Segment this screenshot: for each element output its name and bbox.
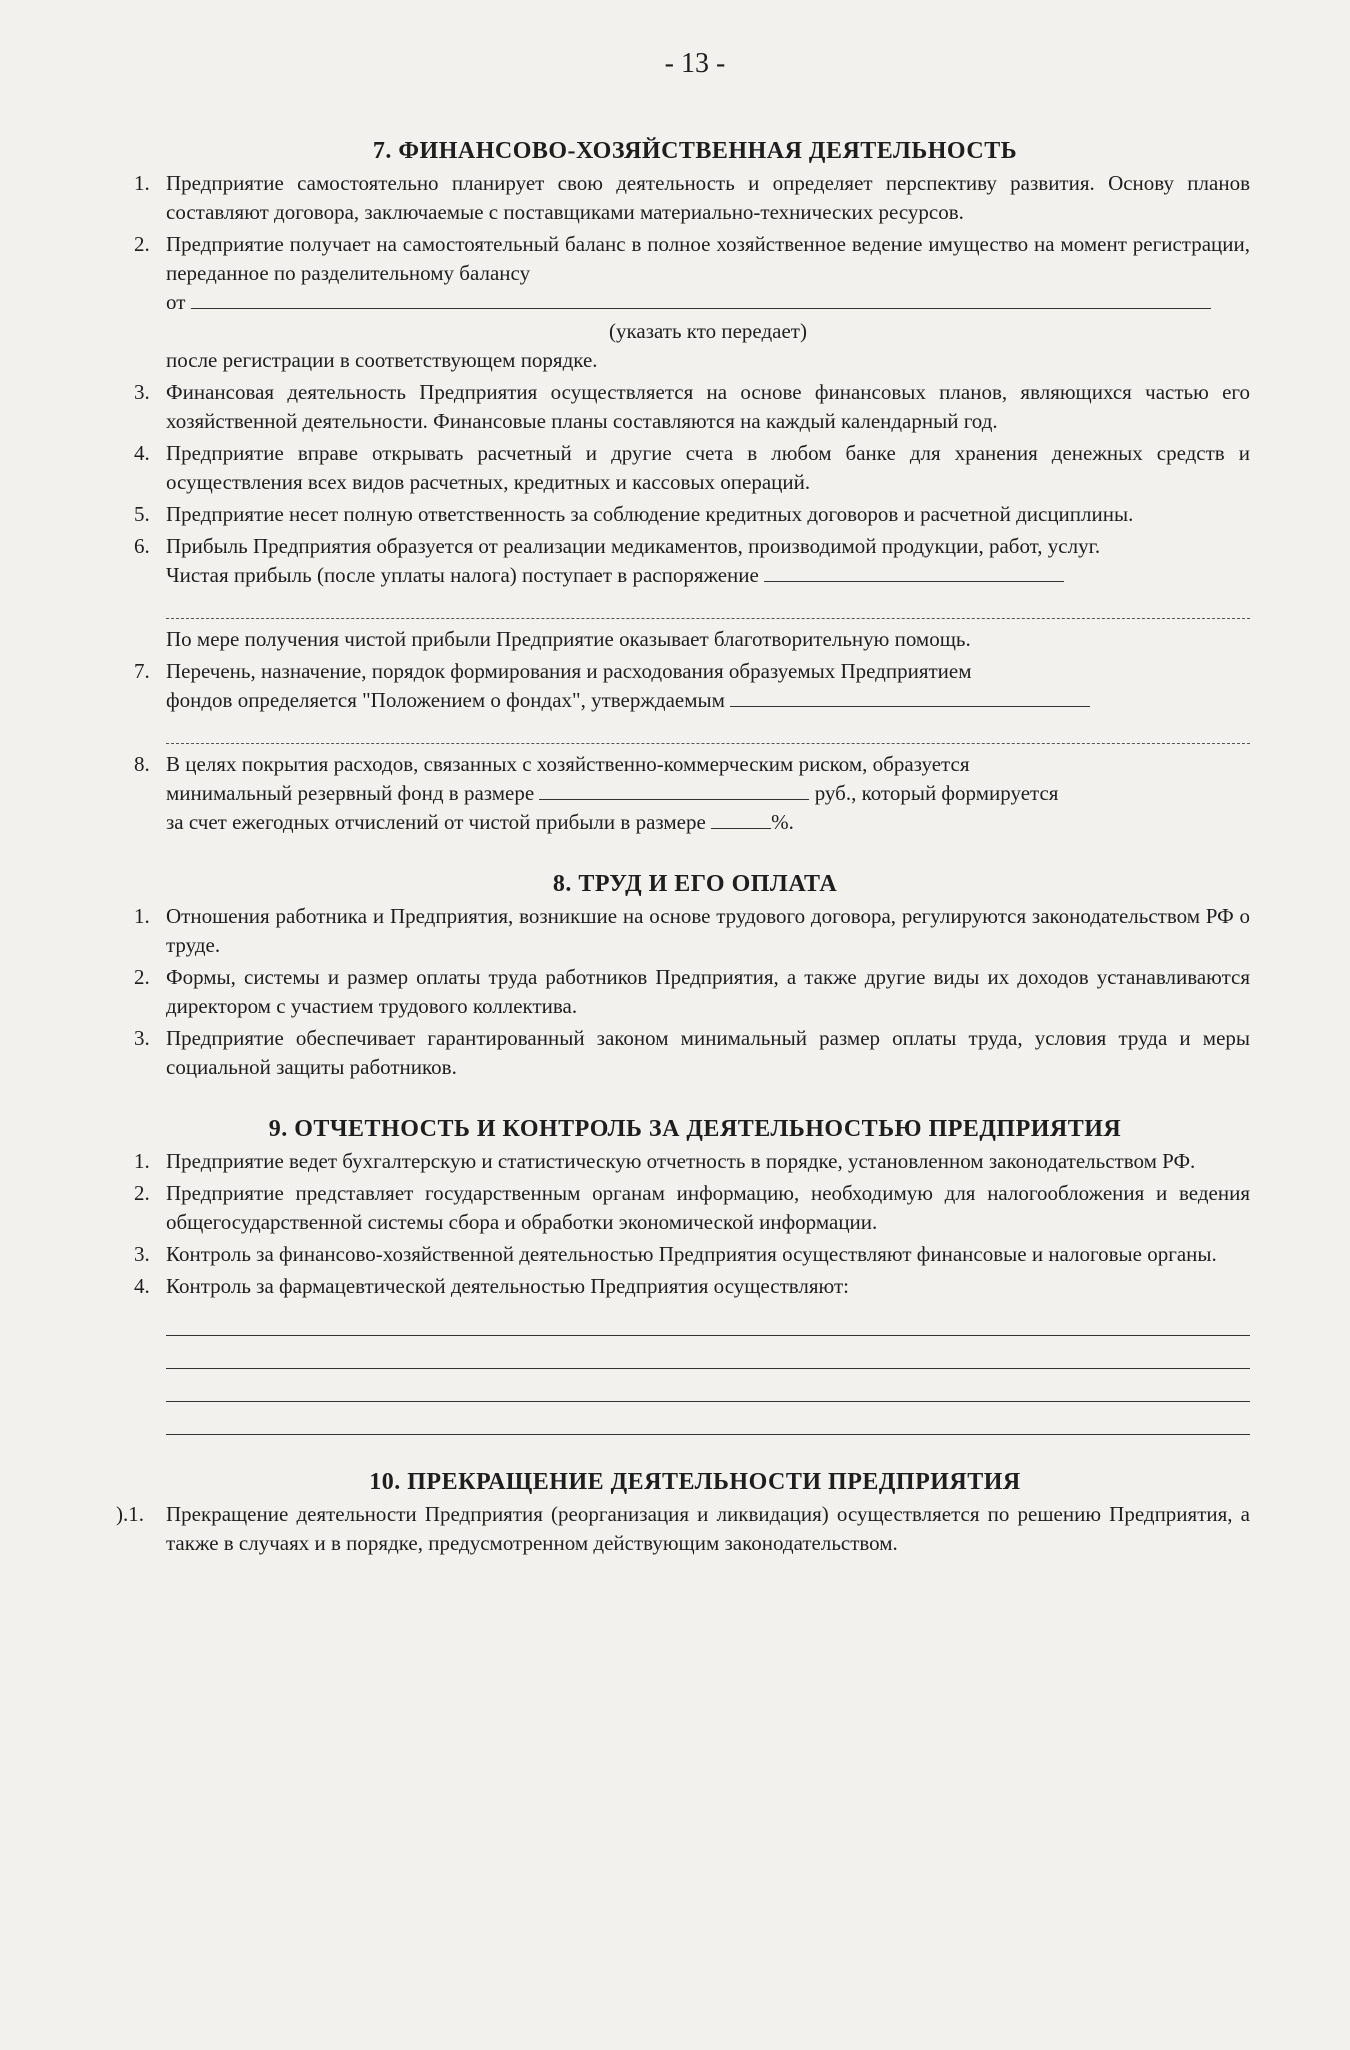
item-text: Предприятие обеспечивает гарантированный законом минимальный размер оплаты труда, условия труда и меры социальной защиты работников.	[166, 1026, 1250, 1079]
list-item	[134, 1240, 1250, 1269]
item-text: Предприятие несет полную ответственность за соблюдение кредитных договоров и расчетной дисциплины.	[166, 502, 1134, 526]
blank-field[interactable]	[539, 779, 809, 800]
item-text: Прибыль Предприятия образуется от реализации медикаментов, производимой продукции, работ, услуг.	[166, 534, 1101, 558]
section-title: 7. ФИНАНСОВО-ХОЗЯЙСТВЕННАЯ ДЕЯТЕЛЬНОСТЬ	[372, 138, 1018, 164]
list-item	[134, 1272, 1250, 1435]
section-reporting	[134, 1116, 1250, 1435]
item-number: 8.	[134, 752, 150, 776]
item-number: 3.	[134, 380, 150, 404]
list-item	[116, 1500, 1250, 1558]
section-financial-activity	[134, 138, 1250, 837]
list-item	[134, 750, 1250, 837]
item-number: 4.	[134, 1274, 150, 1298]
list-item	[134, 230, 1250, 375]
blank-field[interactable]	[730, 686, 1090, 707]
section-title: 9. ОТЧЕТНОСТЬ И КОНТРОЛЬ ЗА ДЕЯТЕЛЬНОСТЬЮ ПРЕДПРИЯТИЯ	[268, 1116, 1122, 1142]
list-item	[134, 963, 1250, 1021]
item-number: ).1.	[116, 1502, 144, 1526]
blank-field[interactable]	[166, 1311, 1250, 1336]
item-number: 3.	[134, 1242, 150, 1266]
item-text: Прекращение деятельности Предприятия (реорганизация и ликвидация) осуществляется по решению Предприятия, а также в случаях и в порядке, предусмотренном действующим законодательством.	[166, 1502, 1250, 1555]
list-item	[134, 657, 1250, 744]
section-termination	[116, 1469, 1250, 1558]
blank-field[interactable]	[166, 594, 1250, 619]
deductions-line	[166, 808, 1250, 837]
field-note: (указать кто передает)	[609, 319, 807, 343]
item-number: 1.	[134, 171, 150, 195]
list-item	[134, 1024, 1250, 1082]
list-item	[134, 902, 1250, 960]
item-text: после регистрации в соответствующем порядке.	[166, 348, 598, 372]
blank-field[interactable]	[166, 1410, 1250, 1435]
page-number: - 13 -	[664, 48, 726, 79]
list-item	[134, 169, 1250, 227]
list-item	[134, 378, 1250, 436]
item-number: 5.	[134, 502, 150, 526]
item-text: за счет ежегодных отчислений от чистой прибыли в размере	[166, 810, 706, 834]
item-text: Предприятие представляет государственным органам информацию, необходимую для налогообложения и ведения общегосударственной системы сбора и обработки экономической информации.	[166, 1181, 1250, 1234]
item-text: Контроль за финансово-хозяйственной деятельностью Предприятия осуществляют финансовые и налоговые органы.	[166, 1242, 1217, 1266]
item-number: 6.	[134, 534, 150, 558]
from-label: от	[166, 290, 186, 314]
net-profit-line	[166, 561, 1250, 590]
item-number: 3.	[134, 1026, 150, 1050]
blank-field[interactable]	[166, 1377, 1250, 1402]
item-text: %.	[771, 810, 794, 834]
item-number: 2.	[134, 1181, 150, 1205]
item-text: В целях покрытия расходов, связанных с хозяйственно-коммерческим риском, образуется	[166, 752, 970, 776]
item-text: Предприятие вправе открывать расчетный и другие счета в любом банке для хранения денежных средств и осуществления всех видов расчетных, кредитных и кассовых операций.	[166, 441, 1250, 494]
item-number: 1.	[134, 904, 150, 928]
item-number: 2.	[134, 965, 150, 989]
section-labor	[134, 871, 1250, 1082]
item-number: 4.	[134, 441, 150, 465]
list-item	[134, 500, 1250, 529]
reserve-fund-line	[166, 779, 1250, 808]
blank-field[interactable]	[166, 719, 1250, 744]
item-text: руб., который формируется	[814, 781, 1059, 805]
item-text: По мере получения чистой прибыли Предприятие оказывает благотворительную помощь.	[166, 627, 971, 651]
item-text: Предприятие самостоятельно планирует свою деятельность и определяет перспективу развития. Основу планов составляют договора, заключаемые с поставщиками материально-технических ресурсов.	[166, 171, 1250, 224]
item-number: 7.	[134, 659, 150, 683]
blank-field[interactable]	[764, 561, 1064, 582]
item-number: 1.	[134, 1149, 150, 1173]
blank-field[interactable]	[191, 288, 1211, 309]
item-text: Контроль за фармацевтической деятельностью Предприятия осуществляют:	[166, 1274, 849, 1298]
list-item	[134, 532, 1250, 654]
item-text: Чистая прибыль (после уплаты налога) поступает в распоряжение	[166, 563, 759, 587]
item-text: Предприятие ведет бухгалтерскую и статистическую отчетность в порядке, установленном законодательством РФ.	[166, 1149, 1196, 1173]
from-line	[166, 288, 1250, 317]
list-item	[134, 439, 1250, 497]
item-number: 2.	[134, 232, 150, 256]
blank-field[interactable]	[166, 1344, 1250, 1369]
section-title: 10. ПРЕКРАЩЕНИЕ ДЕЯТЕЛЬНОСТИ ПРЕДПРИЯТИЯ	[369, 1469, 1021, 1495]
funds-line	[166, 686, 1250, 715]
section-title: 8. ТРУД И ЕГО ОПЛАТА	[552, 871, 838, 897]
item-text: Перечень, назначение, порядок формирования и расходования образуемых Предприятием	[166, 659, 972, 683]
item-text: Финансовая деятельность Предприятия осуществляется на основе финансовых планов, являющихся частью его хозяйственной деятельности. Финансовые планы составляются на каждый календарный год.	[166, 380, 1250, 433]
item-text: фондов определяется "Положением о фондах", утверждаемым	[166, 688, 725, 712]
item-text: минимальный резервный фонд в размере	[166, 781, 535, 805]
item-text: Формы, системы и размер оплаты труда работников Предприятия, а также другие виды их доходов устанавливаются директором с участием трудового коллектива.	[166, 965, 1250, 1018]
blank-field[interactable]	[711, 808, 771, 829]
list-item	[134, 1147, 1250, 1176]
item-text: Отношения работника и Предприятия, возникшие на основе трудового договора, регулируются законодательством РФ о труде.	[166, 904, 1250, 957]
list-item	[134, 1179, 1250, 1237]
item-text: Предприятие получает на самостоятельный баланс в полное хозяйственное ведение имущество на момент регистрации, переданное по разделительному балансу	[166, 232, 1250, 285]
